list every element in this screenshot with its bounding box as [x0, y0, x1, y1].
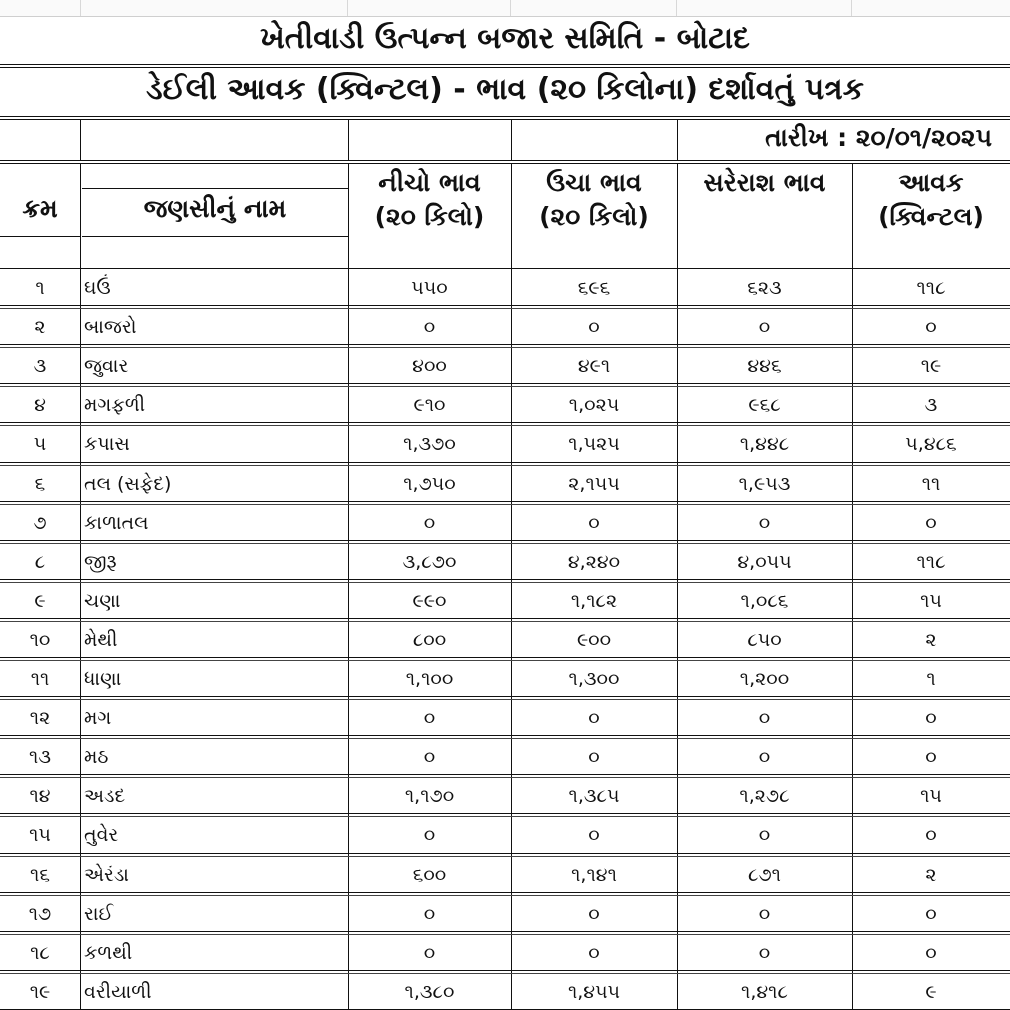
- cell-min-price[interactable]: ૦: [423, 902, 436, 925]
- divider: [0, 934, 1010, 935]
- divider: [0, 777, 1010, 778]
- column-header-strip[interactable]: [0, 0, 1010, 17]
- cell-item-name[interactable]: કપાસ: [84, 433, 130, 456]
- divider: [0, 462, 1010, 463]
- cell-min-price[interactable]: ૮૦૦: [412, 628, 447, 651]
- cell-arrival[interactable]: ૨: [925, 628, 937, 651]
- cell-sr[interactable]: ૩: [33, 355, 47, 378]
- cell-sr[interactable]: ૨: [34, 316, 46, 339]
- header-arrival-unit: (ક્વિન્ટલ): [878, 202, 984, 231]
- cell-item-name[interactable]: રાઈ: [84, 902, 114, 925]
- divider: [0, 305, 1010, 306]
- cell-min-price[interactable]: ૩,૮૭૦: [402, 550, 457, 573]
- cell-sr[interactable]: ૧૬: [30, 863, 50, 886]
- divider: [0, 383, 1010, 384]
- header-sr: ક્રમ: [22, 194, 58, 223]
- cell-sr[interactable]: ૭: [33, 511, 47, 534]
- cell-max-price[interactable]: ૧,૩૦૦: [568, 668, 620, 690]
- header-max-price: ઉચા ભાવ: [546, 168, 642, 197]
- cell-min-price[interactable]: ૧,૧૭૦: [404, 785, 455, 808]
- cell-max-price[interactable]: ૧,૦૨૫: [568, 394, 620, 417]
- cell-min-price[interactable]: ૯૯૦: [412, 589, 447, 612]
- cell-avg-price[interactable]: ૪,૦૫૫: [737, 550, 792, 573]
- report-date: તારીખ : ૨૦/૦૧/૨૦૨૫: [765, 123, 992, 152]
- cell-avg-price[interactable]: ૦: [758, 511, 771, 534]
- divider: [0, 856, 1010, 857]
- cell-arrival[interactable]: ૨: [925, 863, 937, 886]
- cell-item-name[interactable]: તુવેર: [84, 824, 119, 847]
- cell-min-price[interactable]: ૧,૧૦૦: [405, 668, 454, 690]
- cell-arrival[interactable]: ૩: [924, 394, 938, 417]
- cell-max-price[interactable]: ૦: [588, 511, 600, 534]
- cell-avg-price[interactable]: ૬૨૩: [747, 277, 782, 299]
- divider: [0, 621, 1010, 622]
- cell-min-price[interactable]: ૬૦૦: [412, 863, 447, 886]
- cell-sr[interactable]: ૮: [34, 550, 46, 573]
- divider: [348, 120, 349, 160]
- cell-max-price[interactable]: ૪,૨૪૦: [567, 550, 621, 573]
- cell-avg-price[interactable]: ૧,૪૪૮: [739, 433, 790, 456]
- cell-item-name[interactable]: જુવાર: [84, 355, 129, 378]
- header-arrival: આવક: [898, 168, 964, 197]
- cell-max-price[interactable]: ૦: [588, 707, 600, 730]
- cell-avg-price[interactable]: ૧,૨૭૮: [739, 785, 790, 808]
- cell-avg-price[interactable]: ૧,૨૦૦: [739, 668, 790, 690]
- column-header-d[interactable]: [511, 0, 677, 16]
- cell-item-name[interactable]: વરીયાળી: [84, 980, 152, 1003]
- divider: [0, 236, 80, 237]
- cell-item-name[interactable]: કાળાતલ: [84, 511, 149, 534]
- cell-arrival[interactable]: ૧૧૮: [916, 277, 946, 299]
- divider: [0, 895, 1010, 896]
- cell-sr[interactable]: ૫: [33, 433, 47, 456]
- cell-sr[interactable]: ૧૭: [28, 902, 52, 925]
- cell-sr[interactable]: ૧૩: [29, 746, 51, 769]
- divider: [0, 892, 1010, 893]
- divider: [0, 116, 1010, 117]
- cell-arrival[interactable]: ૦: [925, 511, 937, 534]
- divider: [0, 465, 1010, 466]
- cell-max-price[interactable]: ૬૯૬: [577, 277, 611, 299]
- cell-arrival[interactable]: ૦: [925, 707, 937, 730]
- cell-avg-price[interactable]: ૮૫૦: [747, 628, 782, 651]
- divider: [0, 501, 1010, 502]
- cell-arrival[interactable]: ૧૫: [920, 589, 942, 612]
- cell-min-price[interactable]: ૧,૩૭૦: [403, 433, 456, 456]
- divider: [82, 188, 348, 189]
- divider: [677, 120, 678, 160]
- cell-min-price[interactable]: ૯૧૦: [413, 394, 446, 417]
- cell-avg-price[interactable]: ૮૭૧: [748, 863, 781, 886]
- divider: [0, 973, 1010, 974]
- cell-sr[interactable]: ૧૧: [30, 668, 50, 690]
- cell-item-name[interactable]: મગ: [84, 707, 112, 730]
- header-avg-price: સરેરાશ ભાવ: [703, 168, 826, 197]
- cell-max-price[interactable]: ૧,૩૮૫: [568, 785, 620, 808]
- divider: [0, 160, 1010, 161]
- header-min-price: નીચો ભાવ: [378, 168, 481, 197]
- cell-avg-price[interactable]: ૧,૪૧૮: [741, 980, 788, 1003]
- divider: [0, 931, 1010, 932]
- cell-sr[interactable]: ૧૪: [29, 785, 51, 808]
- cell-item-name[interactable]: એરંડા: [84, 863, 129, 886]
- cell-avg-price[interactable]: ૦: [758, 941, 771, 964]
- cell-item-name[interactable]: તલ (સફેદ): [84, 472, 172, 495]
- cell-max-price[interactable]: ૦: [588, 902, 600, 925]
- cell-max-price[interactable]: ૪૯૧: [577, 355, 611, 378]
- cell-item-name[interactable]: અડદ: [84, 785, 126, 808]
- cell-arrival[interactable]: ૧: [926, 668, 936, 690]
- cell-avg-price[interactable]: ૯૬૮: [748, 394, 781, 417]
- cell-arrival[interactable]: ૦: [925, 824, 937, 847]
- cell-sr[interactable]: ૧૮: [30, 941, 50, 964]
- cell-avg-price[interactable]: ૧,૦૮૬: [740, 589, 789, 612]
- divider: [0, 657, 1010, 658]
- report-subtitle: ડેઈલી આવક (ક્વિન્ટલ) - ભાવ (૨૦ કિલોના) દર્શાવતું પત્રક: [146, 72, 864, 107]
- divider: [0, 696, 1010, 697]
- cell-item-name[interactable]: કળથી: [84, 941, 133, 964]
- cell-min-price[interactable]: ૫૫૦: [411, 277, 448, 299]
- divider: [0, 64, 1010, 65]
- cell-min-price[interactable]: ૦: [423, 746, 436, 769]
- divider: [0, 816, 1010, 817]
- cell-min-price[interactable]: ૦: [423, 941, 436, 964]
- cell-item-name[interactable]: બાજરો: [84, 316, 137, 339]
- cell-min-price[interactable]: ૧,૭૫૦: [403, 472, 456, 495]
- cell-max-price[interactable]: ૦: [588, 746, 600, 769]
- cell-sr[interactable]: ૧૦: [29, 628, 51, 651]
- cell-avg-price[interactable]: ૧,૯૫૩: [738, 472, 791, 495]
- divider: [0, 813, 1010, 814]
- divider: [0, 582, 1010, 583]
- divider: [0, 344, 1010, 345]
- divider: [0, 422, 1010, 423]
- divider: [0, 543, 1010, 544]
- cell-max-price[interactable]: ૧,૧૪૧: [571, 863, 617, 886]
- cell-avg-price[interactable]: ૦: [758, 746, 771, 769]
- cell-sr[interactable]: ૪: [34, 394, 46, 417]
- divider: [0, 735, 1010, 736]
- divider: [0, 163, 1010, 164]
- divider: [0, 347, 1010, 348]
- divider: [0, 425, 1010, 426]
- cell-arrival[interactable]: ૧૧: [921, 472, 941, 495]
- cell-item-name[interactable]: ચણા: [84, 589, 121, 612]
- column-header-e[interactable]: [677, 0, 852, 16]
- cell-min-price[interactable]: ૦: [423, 316, 436, 339]
- cell-arrival[interactable]: ૦: [925, 746, 937, 769]
- divider: [0, 540, 1010, 541]
- divider: [0, 579, 1010, 580]
- divider: [511, 120, 512, 160]
- cell-arrival[interactable]: ૦: [925, 902, 937, 925]
- cell-max-price[interactable]: ૦: [588, 316, 600, 339]
- cell-avg-price[interactable]: ૦: [758, 824, 771, 847]
- cell-arrival[interactable]: ૯: [925, 980, 937, 1003]
- cell-max-price[interactable]: ૨,૧૫૫: [568, 472, 620, 495]
- divider: [0, 504, 1010, 505]
- cell-arrival[interactable]: ૦: [925, 941, 937, 964]
- cell-min-price[interactable]: ૦: [423, 511, 436, 534]
- table-row[interactable]: [0, 976, 1010, 1010]
- cell-max-price[interactable]: ૯૦૦: [576, 628, 612, 651]
- cell-min-price[interactable]: ૦: [423, 824, 436, 847]
- divider: [0, 699, 1010, 700]
- divider: [0, 853, 1010, 854]
- divider: [0, 660, 1010, 661]
- divider: [0, 386, 1010, 387]
- cell-item-name[interactable]: મઠ: [84, 746, 109, 769]
- cell-sr[interactable]: ૧: [35, 277, 45, 299]
- header-min-price-unit: (૨૦ કિલો): [374, 202, 485, 231]
- header-item-name: જણસીનું નામ: [143, 194, 287, 223]
- cell-max-price[interactable]: ૧,૧૮૨: [570, 589, 618, 612]
- cell-max-price[interactable]: ૦: [588, 824, 600, 847]
- cell-sr[interactable]: ૧૨: [29, 707, 51, 730]
- cell-avg-price[interactable]: ૦: [758, 902, 771, 925]
- cell-item-name[interactable]: ધાણા: [84, 668, 122, 690]
- header-max-price-unit: (૨૦ કિલો): [539, 202, 649, 231]
- cell-min-price[interactable]: ૪૦૦: [412, 355, 447, 378]
- cell-item-name[interactable]: મગફળી: [84, 394, 146, 417]
- column-header-b[interactable]: [81, 0, 348, 16]
- cell-sr[interactable]: ૬: [34, 472, 46, 495]
- cell-min-price[interactable]: ૦: [423, 707, 436, 730]
- cell-item-name[interactable]: મેથી: [84, 628, 118, 651]
- column-header-a[interactable]: [0, 0, 81, 16]
- cell-item-name[interactable]: જીરૂ: [84, 550, 117, 573]
- divider: [80, 120, 81, 160]
- cell-avg-price[interactable]: ૦: [758, 707, 771, 730]
- cell-arrival[interactable]: ૧૧૮: [916, 550, 946, 573]
- divider: [82, 236, 348, 237]
- cell-sr[interactable]: ૧૯: [29, 980, 51, 1003]
- cell-min-price[interactable]: ૧,૩૮૦: [404, 980, 455, 1003]
- cell-arrival[interactable]: ૫,૪૮૬: [905, 433, 957, 456]
- column-header-c[interactable]: [348, 0, 511, 16]
- cell-item-name[interactable]: ઘઉં: [84, 277, 111, 299]
- cell-max-price[interactable]: ૧,૫૨૫: [568, 433, 620, 456]
- divider: [0, 970, 1010, 971]
- market-committee-title: ખેતીવાડી ઉત્પન્ન બજાર સમિતિ - બોટાદ: [260, 21, 750, 56]
- column-header-f[interactable]: [852, 0, 1010, 16]
- cell-max-price[interactable]: ૧,૪૫૫: [567, 980, 621, 1003]
- divider: [0, 308, 1010, 309]
- cell-avg-price[interactable]: ૦: [758, 316, 771, 339]
- divider: [0, 738, 1010, 739]
- divider: [0, 618, 1010, 619]
- divider: [0, 268, 1010, 269]
- cell-avg-price[interactable]: ૪૪૬: [747, 355, 782, 378]
- divider: [0, 774, 1010, 775]
- cell-arrival[interactable]: ૧૯: [920, 355, 942, 378]
- cell-max-price[interactable]: ૦: [588, 941, 600, 964]
- cell-sr[interactable]: ૯: [34, 589, 46, 612]
- cell-arrival[interactable]: ૧૫: [920, 785, 942, 808]
- cell-arrival[interactable]: ૦: [925, 316, 937, 339]
- cell-sr[interactable]: ૧૫: [29, 824, 51, 847]
